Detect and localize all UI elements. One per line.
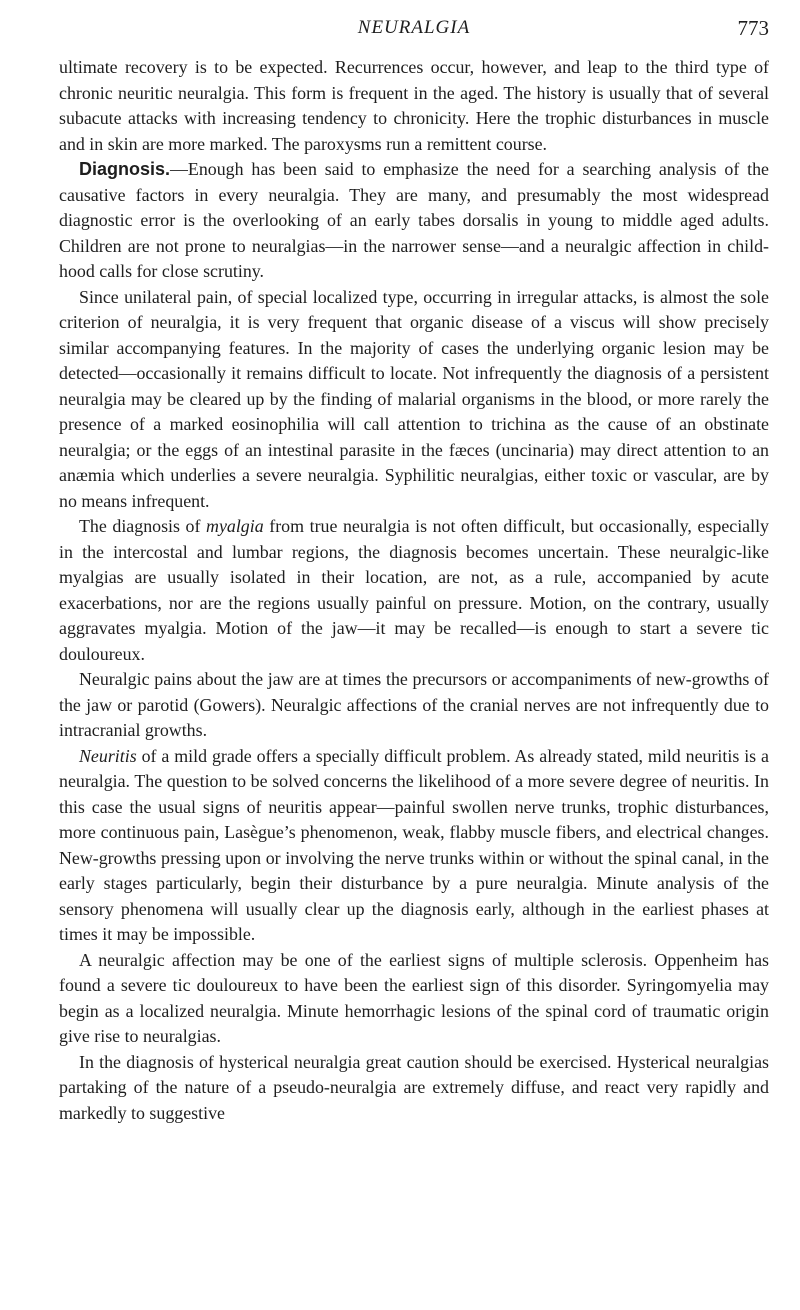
term-myalgia: myalgia xyxy=(206,516,264,536)
paragraph-hysterical-neuralgia: In the diagnosis of hysterical neuralgia great caution should be exercised. Hysterical neuralgias partaking of the nature of a pseudo-neuralgia are extremely diffuse, and react very rapidly and markedly to suggestive xyxy=(59,1051,769,1123)
running-title: NEURALGIA xyxy=(357,17,471,38)
paragraph-continuation: ultimate recovery is to be expected. Recurrences occur, however, and leap to the third type of chronic neuritic neuralgia. This form is frequent in the aged. The history is usually that of several subacute attacks with increasing tendency to chronicity. Here the trophic disturbances in muscle and in skin are more marked. The paroxysms run a remittent course. xyxy=(59,57,769,154)
paragraph-jaw-pains: Neuralgic pains about the jaw are at times the precursors or accompaniments of new-growths of the jaw or parotid (Gowers). Neuralgic affections of the cranial nerves are not infrequently due to intracranial growths. xyxy=(59,669,769,740)
page-header xyxy=(59,0,769,58)
paragraph-multiple-sclerosis: A neuralgic affection may be one of the earliest signs of multiple sclerosis. Oppenheim has found a severe tic douloureux to have been the earliest sign of this disorder. Syringomyelia may begin as a localized neuralgia. Minute hemorrhagic lesions of the spinal cord of traumatic origin give rise to neuralgias. xyxy=(59,949,769,1046)
term-neuritis: Neuritis xyxy=(79,745,137,766)
paragraph-myalgia: The diagnosis of myalgia from true neuralgia is not often difficult, but occasionally, especially in the intercostal and lumbar regions, the diagnosis becomes uncertain. These neuralgic-like myalgias are usually isolated in their location, are not, as a rule, accompanied by acute exacerbations, nor are the regions usually painful on pressure. Motion, on the contrary, usually aggravates myalgia. Motion of the jaw—it may be recalled—is enough to start a severe tic douloureux. xyxy=(59,516,769,664)
paragraph-diagnosis: Diagnosis.—Enough has been said to emphasize the need for a searching analysis of the causative factors in every neuralgia. They are many, and presumably the most widespread diagnostic error is the overlooking of an early tabes dorsalis in young to middle aged adults. Children are not prone to neuralgias—in the narrower sense—and a neuralgic affection in childhood calls for close scrutiny. xyxy=(59,159,769,281)
paragraph-unilateral-pain: Since unilateral pain, of special localized type, occurring in irregular attacks, is almost the sole criterion of neuralgia, it is very frequent that organic disease of a viscus will show precisely similar accompanying features. In the majority of cases the underlying organic lesion may be detected—occasionally it remains difficult to locate. Not infrequently the diagnosis of a persistent neuralgia may be cleared up by the finding of malarial organisms in the blood, or more rarely the presence of a marked eosinophilia will call attention to trichina as the cause of an obstinate neuralgia; or the eggs of an intestinal parasite in the fæces (uncinaria) may direct attention to an anæmia which underlies a severe neuralgia. Syphilitic neuralgias, either toxic or vascular, are by no means infrequent. xyxy=(59,286,769,511)
section-heading-diagnosis: Diagnosis. xyxy=(79,159,171,179)
paragraph-neuritis: Neuritis of a mild grade offers a specially difficult problem. As already stated, mild neuritis is a neuralgia. The question to be solved concerns the likelihood of a more severe degree of neuritis. In this case the usual signs of neuritis appear—painful swollen nerve trunks, trophic disturbances, more continuous pain, Lasègue’s phenomenon, weak, flabby muscle fibers, and electrical changes. New-growths pressing upon or involving the nerve trunks within or without the spinal canal, in the early stages particularly, begin their disturbance by a pure neuralgia. Minute analysis of the sensory phenomena will usually clear up the diagnosis early, although in the earliest phases at times it may be impossible. xyxy=(59,745,769,944)
page-number: 773 xyxy=(737,16,769,40)
book-page xyxy=(59,0,769,1123)
body-text xyxy=(59,55,769,1126)
